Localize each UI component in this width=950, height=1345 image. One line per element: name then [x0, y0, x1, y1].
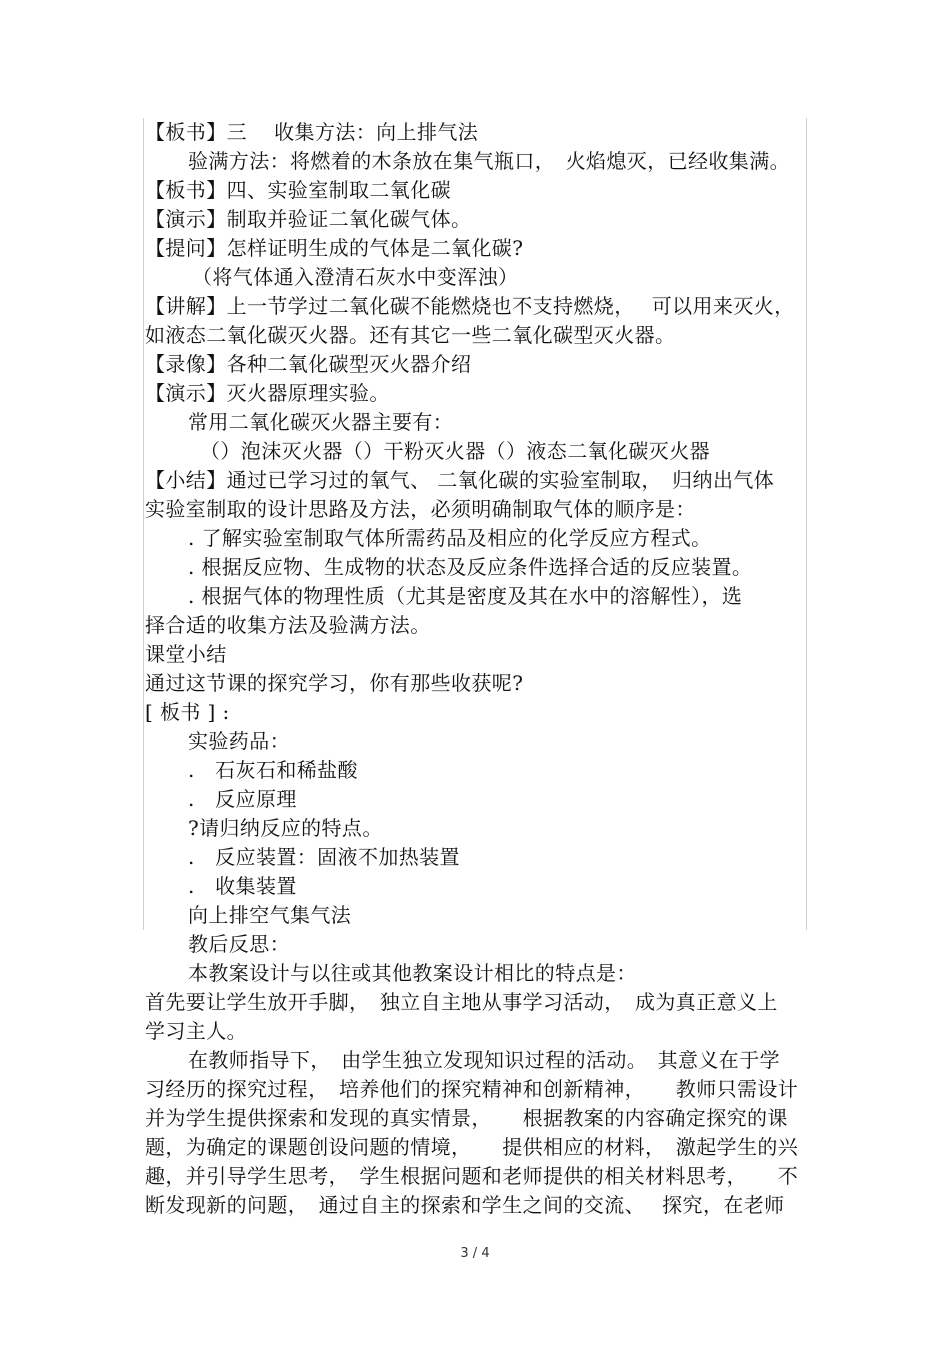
text-line: 【板书】三 收集方法：向上排气法 [145, 120, 479, 144]
text-line: 【小结】通过已学习过的氧气、 二氧化碳的实验室制取， 归纳出气体 [145, 468, 775, 492]
frame-border-left [143, 118, 144, 930]
page-number: 3 / 4 [460, 1246, 490, 1261]
list-item: . 收集装置 [188, 874, 297, 898]
text-line: 实验室制取的设计思路及方法，必须明确制取气体的顺序是： [145, 497, 696, 521]
text-line: . 了解实验室制取气体所需药品及相应的化学反应方程式。 [188, 526, 712, 550]
text-line: 实验药品： [188, 729, 290, 753]
text-line: 如液态二氧化碳灭火器。还有其它一些二氧化碳型灭火器。 [145, 323, 676, 347]
text-line: 断发现新的问题， 通过自主的探索和学生之间的交流、 探究，在老师 [145, 1193, 785, 1217]
text-line: 验满方法：将燃着的木条放在集气瓶口， 火焰熄灭，已经收集满。 [188, 149, 790, 173]
text-line: 教后反思： [188, 932, 290, 956]
text-line: 【演示】灭火器原理实验。 [145, 381, 390, 405]
text-line: 【提问】怎样证明生成的气体是二氧化碳? [145, 236, 524, 260]
text-line: 首先要让学生放开手脚， 独立自主地从事学习活动， 成为真正意义上 [145, 990, 778, 1014]
list-item: . 反应原理 [188, 787, 297, 811]
text-line: . 根据反应物、生成物的状态及反应条件选择合适的反应装置。 [188, 555, 753, 579]
text-line: 常用二氧化碳灭火器主要有： [188, 410, 454, 434]
text-line: （将气体通入澄清石灰水中变浑浊） [192, 265, 519, 289]
text-line: 通过这节课的探究学习，你有那些收获呢? [145, 671, 524, 695]
text-line: （）泡沫灭火器（）干粉灭火器（）液态二氧化碳灭火器 [200, 439, 710, 463]
frame-border-right [806, 118, 807, 930]
list-item: . 反应装置：固液不加热装置 [188, 845, 460, 869]
list-item: . 石灰石和稀盐酸 [188, 758, 358, 782]
text-line: 在教师指导下， 由学生独立发现知识过程的活动。 其意义在于学 [188, 1048, 780, 1072]
text-line: 习经历的探究过程， 培养他们的探究精神和创新精神， 教师只需设计 [145, 1077, 799, 1101]
text-line: ?请归纳反应的特点。 [188, 816, 383, 840]
text-line: 择合适的收集方法及验满方法。 [145, 613, 431, 637]
text-line: [ 板书 ] : [145, 700, 230, 724]
section-heading: 课堂小结 [145, 642, 227, 666]
text-line: 【演示】制取并验证二氧化碳气体。 [145, 207, 472, 231]
text-line: 并为学生提供探索和发现的真实情景， 根据教案的内容确定探究的课 [145, 1106, 788, 1130]
text-line: . 根据气体的物理性质（尤其是密度及其在水中的溶解性），选 [188, 584, 743, 608]
text-line: 学习主人。 [145, 1019, 247, 1043]
text-line: 题，为确定的课题创设问题的情境， 提供相应的材料， 激起学生的兴 [145, 1135, 799, 1159]
text-line: 【讲解】上一节学过二氧化碳不能燃烧也不支持燃烧， 可以用来灭火， [145, 294, 795, 318]
text-line: 本教案设计与以往或其他教案设计相比的特点是： [188, 961, 637, 985]
text-line: 向上排空气集气法 [188, 903, 352, 927]
text-line: 【录像】各种二氧化碳型灭火器介绍 [145, 352, 472, 376]
text-line: 【板书】四、实验室制取二氧化碳 [145, 178, 451, 202]
text-line: 趣，并引导学生思考， 学生根据问题和老师提供的相关材料思考， 不 [145, 1164, 799, 1188]
